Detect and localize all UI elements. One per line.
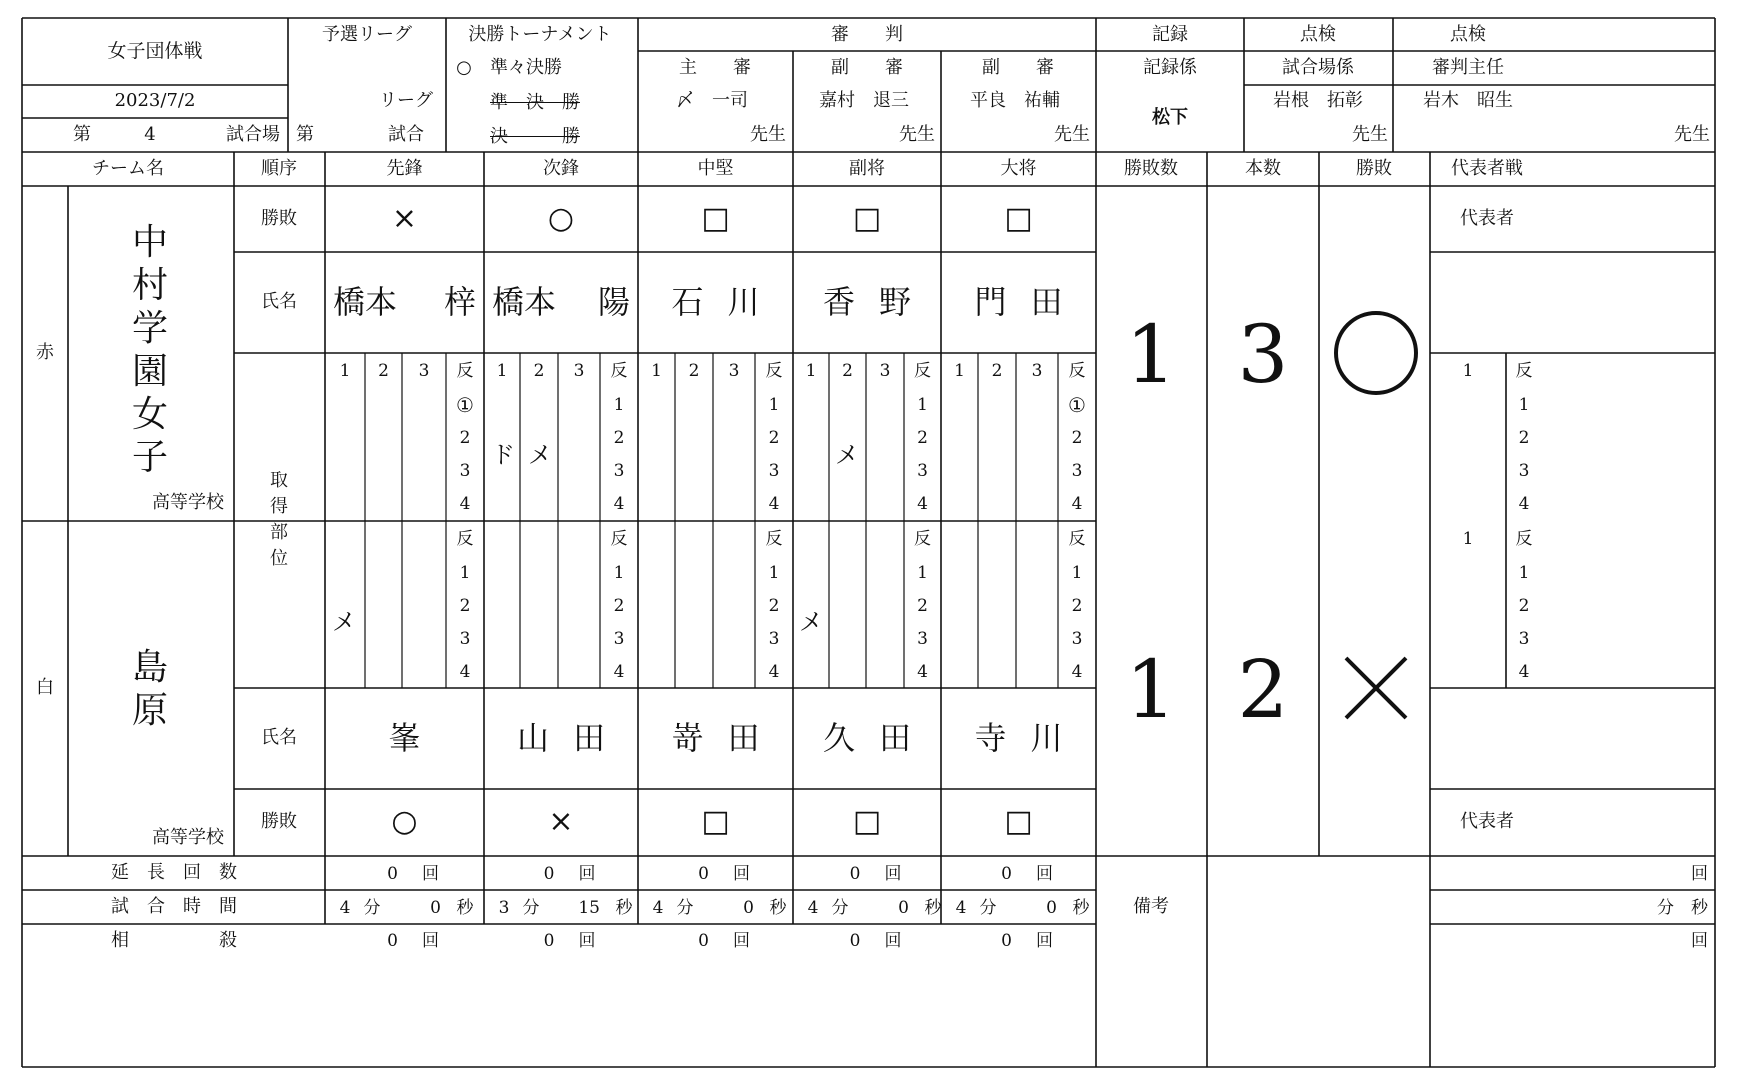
- white-hansoku-count: 2: [917, 595, 928, 616]
- red-hansoku-count: 3: [768, 460, 780, 481]
- check1-suffix: 先生: [1352, 124, 1388, 145]
- red-hansoku-label: 反: [456, 360, 474, 381]
- rep-extension-unit: 回: [1691, 863, 1708, 884]
- point-slot-number: 1: [651, 360, 662, 381]
- extension-count: 0: [698, 863, 709, 884]
- red-hansoku-count: 3: [613, 460, 625, 481]
- check1-role: 試合場係: [1282, 57, 1354, 78]
- white-rep-label: 代表者: [1460, 811, 1514, 832]
- white-player-given: 川: [1030, 719, 1063, 757]
- white-hansoku-count: 1: [768, 562, 780, 583]
- red-player-given: 田: [1030, 283, 1063, 321]
- red-result-mark: □: [701, 201, 730, 236]
- match-date: 2023/7/2: [114, 90, 196, 111]
- aiuchi-unit: 回: [1036, 930, 1053, 951]
- extension-unit: 回: [884, 863, 902, 884]
- round-semifinal: 準 決 勝: [490, 92, 580, 113]
- white-hansoku-label: 反: [914, 528, 931, 549]
- red-hansoku-label: 反: [610, 360, 628, 381]
- red-hansoku-count: 2: [613, 427, 625, 448]
- point-slot-number: 1: [805, 360, 817, 381]
- time-minutes: 4: [955, 897, 967, 918]
- point-slot-number: 2: [533, 360, 545, 381]
- point-slot-number: 1: [954, 360, 965, 381]
- red-hansoku-count: 3: [917, 460, 928, 481]
- white-result-mark: □: [852, 804, 882, 839]
- red-result-mark: □: [852, 201, 882, 236]
- red-hansoku-label: 反: [765, 360, 783, 381]
- white-outcome-loss-mark: [1346, 658, 1406, 718]
- white-result-mark: ○: [391, 804, 418, 839]
- record-name: 松下: [1152, 107, 1188, 128]
- aiuchi-unit: 回: [578, 930, 596, 951]
- white-hansoku-label: 反: [456, 528, 474, 549]
- time-minutes: 4: [339, 897, 351, 918]
- white-hansoku-count: 1: [917, 562, 928, 583]
- point-slot-number: 3: [728, 360, 740, 381]
- court-number: 4: [144, 124, 156, 145]
- time-sec-unit: 秒: [924, 897, 942, 918]
- red-point-mark: メ: [528, 441, 552, 469]
- red-points-total: 3: [1237, 308, 1289, 401]
- red-team-char: 子: [131, 437, 169, 478]
- aiuchi-unit: 回: [733, 930, 750, 951]
- red-wins-total: 1: [1125, 308, 1177, 401]
- white-hansoku-count: 4: [613, 661, 625, 682]
- red-hansoku-count: 4: [613, 493, 625, 514]
- record-role: 記録係: [1143, 57, 1197, 78]
- taken-parts-label: 部: [270, 522, 288, 543]
- white-player-name: 峯: [388, 719, 421, 757]
- white-hansoku-count: 3: [768, 628, 780, 649]
- round-quarterfinal: 準々決勝: [490, 57, 562, 78]
- point-slot-number: 1: [339, 360, 351, 381]
- red-player-surname: 香: [822, 283, 856, 321]
- extension-unit: 回: [422, 863, 439, 884]
- white-hansoku-label: 反: [765, 528, 783, 549]
- column-position-1: 次鋒: [543, 158, 579, 179]
- red-hansoku-count: 2: [768, 427, 780, 448]
- white-point-mark: メ: [799, 608, 823, 636]
- white-hansoku-count: 4: [1071, 661, 1083, 682]
- white-hansoku-count: 2: [459, 595, 471, 616]
- column-rep: 代表者戦: [1451, 158, 1523, 179]
- white-result-mark: ×: [548, 804, 574, 839]
- point-slot-number: 2: [688, 360, 700, 381]
- red-hansoku-count: 1: [768, 394, 780, 415]
- event-title: 女子団体戦: [107, 39, 203, 62]
- red-rep-label: 代表者: [1460, 208, 1514, 229]
- extension-label: 延 長 回 数: [111, 862, 237, 883]
- check2-role: 審判主任: [1432, 57, 1504, 78]
- aiuchi-label: 相 殺: [111, 930, 237, 951]
- court-suffix: 試合場: [226, 124, 280, 145]
- check2-suffix: 先生: [1674, 124, 1710, 145]
- time-sec-unit: 秒: [456, 897, 474, 918]
- point-slot-number: 3: [418, 360, 430, 381]
- white-hansoku-label: 反: [610, 528, 628, 549]
- point-slot-number: 1: [496, 360, 508, 381]
- red-hansoku-count: 3: [1071, 460, 1083, 481]
- record-title: 記録: [1152, 24, 1188, 45]
- time-minutes: 4: [652, 897, 664, 918]
- white-point-mark: メ: [332, 608, 356, 636]
- white-hansoku-count: 1: [613, 562, 625, 583]
- white-name-label: 氏名: [261, 727, 297, 748]
- time-min-unit: 分: [831, 897, 849, 918]
- red-rep-hansoku-count: 4: [1518, 493, 1530, 514]
- referee-suffix: 先生: [750, 124, 786, 145]
- column-wins: 勝敗数: [1124, 158, 1178, 179]
- referee-suffix: 先生: [1054, 124, 1090, 145]
- aiuchi-count: 0: [543, 930, 555, 951]
- red-outcome-win-mark: [1336, 313, 1416, 393]
- referee-name: 〆 一司: [676, 90, 748, 111]
- aiuchi-count: 0: [387, 930, 398, 951]
- red-result-mark: ×: [391, 201, 418, 236]
- red-rep-hansoku-count: 2: [1518, 427, 1530, 448]
- referee-role: 副 審: [831, 57, 903, 78]
- white-player-given: 田: [727, 719, 760, 757]
- referee-suffix: 先生: [899, 124, 935, 145]
- red-hansoku-count-circled: ①: [1068, 393, 1086, 417]
- referee-name: 平良 祐輔: [970, 90, 1060, 111]
- rep-aiuchi-unit: 回: [1691, 930, 1708, 951]
- match-suffix: 試合: [388, 124, 424, 145]
- point-slot-number: 3: [573, 360, 585, 381]
- red-hansoku-count: 4: [1071, 493, 1083, 514]
- white-rep-hansoku-count: 1: [1518, 562, 1530, 583]
- time-seconds: 0: [430, 897, 441, 918]
- red-hansoku-label: 反: [1068, 360, 1086, 381]
- white-hansoku-count: 1: [1071, 562, 1083, 583]
- white-team-char: 原: [131, 690, 169, 731]
- extension-count: 0: [1001, 863, 1012, 884]
- red-hansoku-count: 2: [917, 427, 928, 448]
- red-hansoku-count: 2: [1071, 427, 1083, 448]
- white-team-char: 島: [131, 647, 169, 688]
- white-hansoku-count: 4: [917, 661, 928, 682]
- white-player-surname: 山: [516, 719, 550, 757]
- time-seconds: 0: [1046, 897, 1057, 918]
- referee-role: 主 審: [679, 57, 751, 78]
- column-position-3: 副将: [849, 158, 885, 179]
- white-hansoku-count: 4: [459, 661, 471, 682]
- red-player-surname: 石: [671, 283, 704, 321]
- red-team-char: 学: [131, 308, 169, 349]
- red-player-surname: 橋本: [333, 283, 398, 321]
- time-seconds: 0: [898, 897, 909, 918]
- time-minutes: 3: [498, 897, 510, 918]
- red-result-mark: ○: [547, 201, 575, 236]
- check2-title: 点検: [1450, 24, 1486, 45]
- red-player-surname: 門: [974, 283, 1007, 321]
- white-hansoku-count: 3: [1071, 628, 1083, 649]
- white-rep-count: 1: [1462, 528, 1474, 549]
- extension-count: 0: [849, 863, 861, 884]
- white-hansoku-count: 3: [917, 628, 928, 649]
- check2-name: 岩木 昭生: [1423, 90, 1513, 111]
- aiuchi-unit: 回: [884, 930, 902, 951]
- white-result-mark: □: [701, 804, 730, 839]
- time-sec-unit: 秒: [769, 897, 787, 918]
- white-rep-hansoku-count: 4: [1518, 661, 1530, 682]
- white-hansoku-count: 3: [459, 628, 471, 649]
- time-sec-unit: 秒: [615, 897, 633, 918]
- extension-count: 0: [543, 863, 555, 884]
- match-prefix: 第: [296, 124, 314, 145]
- remarks-label: 備考: [1133, 896, 1169, 917]
- referee-name: 嘉村 退三: [819, 90, 909, 111]
- aiuchi-count: 0: [698, 930, 709, 951]
- white-hansoku-count: 2: [1071, 595, 1083, 616]
- red-rep-hansoku: 反: [1515, 360, 1533, 381]
- check1-title: 点検: [1300, 24, 1336, 45]
- red-school-suffix: 高等学校: [152, 492, 224, 513]
- white-player-surname: 久: [822, 719, 856, 757]
- court-prefix: 第: [73, 124, 91, 145]
- red-hansoku-count: 4: [459, 493, 471, 514]
- time-seconds: 15: [578, 897, 600, 918]
- red-result-mark: □: [1004, 201, 1033, 236]
- white-hansoku-count: 1: [459, 562, 471, 583]
- referee-role: 副 審: [982, 57, 1054, 78]
- white-hansoku-count: 3: [613, 628, 625, 649]
- column-position-4: 大将: [1000, 158, 1037, 179]
- extension-unit: 回: [733, 863, 750, 884]
- white-player-given: 田: [572, 719, 606, 757]
- column-position-0: 先鋒: [386, 158, 423, 179]
- red-team-char: 園: [131, 351, 169, 392]
- white-hansoku-count: 2: [613, 595, 625, 616]
- point-slot-number: 3: [1031, 360, 1043, 381]
- white-hansoku-count: 4: [768, 661, 780, 682]
- white-result-label: 勝敗: [261, 811, 297, 832]
- time-min-unit: 分: [979, 897, 997, 918]
- white-side-label: 白: [36, 677, 54, 698]
- red-hansoku-count: 3: [459, 460, 471, 481]
- red-name-label: 氏名: [261, 291, 297, 312]
- extension-unit: 回: [1036, 863, 1053, 884]
- red-hansoku-count: 4: [768, 493, 780, 514]
- time-label: 試 合 時 間: [111, 896, 237, 917]
- red-hansoku-count: 2: [459, 427, 471, 448]
- aiuchi-count: 0: [1001, 930, 1012, 951]
- white-player-surname: 嵜: [671, 719, 704, 757]
- time-seconds: 0: [743, 897, 754, 918]
- taken-parts-label: 位: [270, 548, 288, 569]
- red-side-label: 赤: [36, 342, 54, 363]
- white-player-surname: 寺: [974, 719, 1007, 757]
- red-player-given: 陽: [597, 283, 630, 321]
- red-hansoku-count-circled: ①: [456, 393, 474, 417]
- white-hansoku-label: 反: [1068, 528, 1086, 549]
- column-position-2: 中堅: [697, 158, 734, 179]
- extension-unit: 回: [578, 863, 596, 884]
- column-points: 本数: [1245, 158, 1281, 179]
- red-hansoku-label: 反: [914, 360, 931, 381]
- rep-time-unit: 分 秒: [1657, 897, 1708, 918]
- round-selected-mark: ○: [456, 57, 472, 78]
- referee-title: 審 判: [831, 24, 903, 45]
- white-points-total: 2: [1237, 643, 1289, 736]
- white-rep-hansoku-count: 2: [1518, 595, 1530, 616]
- white-hansoku-count: 2: [768, 595, 780, 616]
- league-title: 予選リーグ: [322, 24, 412, 45]
- white-school-suffix: 高等学校: [152, 827, 224, 848]
- red-rep-hansoku-count: 1: [1518, 394, 1530, 415]
- taken-parts-label: 取: [270, 470, 288, 491]
- red-hansoku-count: 1: [917, 394, 928, 415]
- column-order: 順序: [261, 158, 297, 179]
- point-slot-number: 3: [879, 360, 891, 381]
- red-player-given: 梓: [443, 283, 476, 321]
- white-result-mark: □: [1004, 804, 1033, 839]
- time-sec-unit: 秒: [1072, 897, 1090, 918]
- taken-parts-label: 得: [270, 496, 288, 517]
- point-slot-number: 2: [991, 360, 1003, 381]
- white-rep-hansoku: 反: [1515, 528, 1533, 549]
- red-hansoku-count: 4: [917, 493, 928, 514]
- red-team-char: 村: [131, 265, 169, 306]
- aiuchi-count: 0: [849, 930, 861, 951]
- tournament-title: 決勝トーナメント: [468, 24, 612, 45]
- red-team-char: 中: [131, 222, 169, 263]
- time-min-unit: 分: [363, 897, 381, 918]
- red-player-surname: 橋本: [492, 283, 557, 321]
- red-point-mark: ド: [491, 441, 515, 469]
- white-rep-hansoku-count: 3: [1518, 628, 1530, 649]
- red-rep-hansoku-count: 3: [1518, 460, 1530, 481]
- red-rep-count: 1: [1462, 360, 1474, 381]
- red-player-given: 川: [727, 283, 760, 321]
- white-player-given: 田: [878, 719, 912, 757]
- red-player-given: 野: [878, 283, 912, 321]
- league-unit: リーグ: [379, 90, 433, 111]
- red-point-mark: メ: [835, 441, 859, 469]
- time-min-unit: 分: [522, 897, 540, 918]
- time-minutes: 4: [807, 897, 819, 918]
- red-result-label: 勝敗: [261, 208, 297, 229]
- check1-name: 岩根 拓彰: [1273, 90, 1363, 111]
- time-min-unit: 分: [676, 897, 694, 918]
- white-wins-total: 1: [1125, 643, 1177, 736]
- column-team: チーム名: [92, 158, 164, 179]
- extension-count: 0: [387, 863, 398, 884]
- aiuchi-unit: 回: [422, 930, 439, 951]
- point-slot-number: 2: [378, 360, 389, 381]
- red-hansoku-count: 1: [613, 394, 625, 415]
- red-team-char: 女: [131, 394, 169, 435]
- point-slot-number: 2: [842, 360, 853, 381]
- column-result: 勝敗: [1356, 158, 1392, 179]
- round-final: 決 勝: [490, 126, 580, 147]
